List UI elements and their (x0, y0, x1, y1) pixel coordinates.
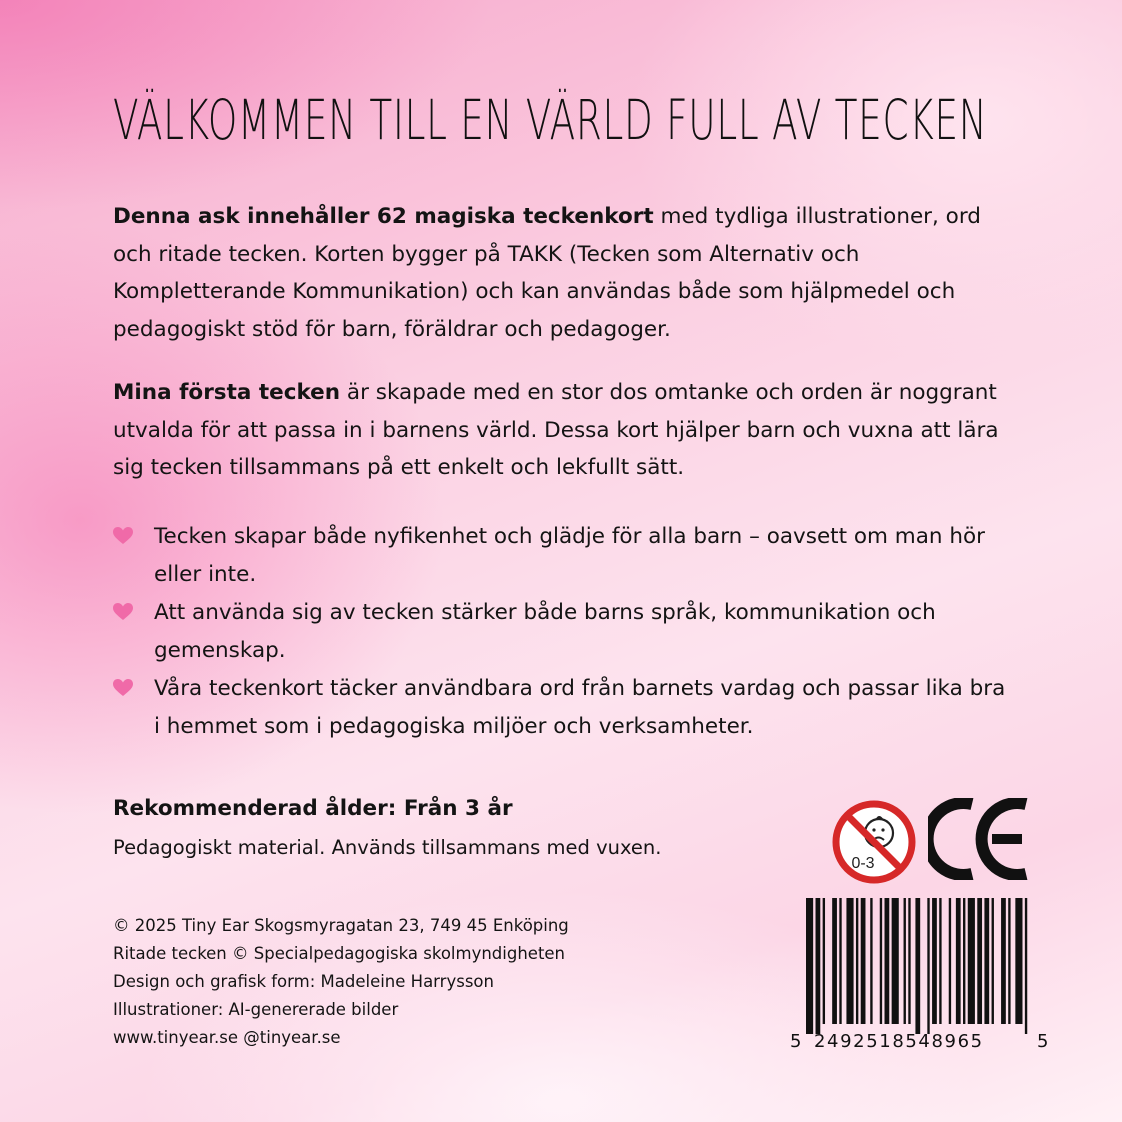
barcode-bar (915, 898, 920, 1034)
list-item (113, 594, 1013, 670)
barcode-bar (832, 898, 837, 1024)
barcode-bar (861, 898, 866, 1024)
supervision-note: Pedagogiskt material. Används tillsammans med vuxen. (113, 836, 662, 859)
barcode-bar (956, 898, 961, 1024)
barcode-bar (927, 898, 929, 1034)
page-title: VÄLKOMMEN TILL EN VÄRLD FULL AV TECKEN (113, 88, 988, 152)
benefit-list (113, 518, 1013, 746)
barcode-bar (885, 898, 890, 1024)
credit-line: www.tinyear.se @tinyear.se (113, 1028, 341, 1047)
heart-icon (113, 679, 133, 697)
barcode-quiet-zone-mark: 5 (1037, 1031, 1051, 1052)
list-item-text: Tecken skapar både nyfikenhet och glädje för alla barn – oavsett om man hör eller inte. (154, 524, 986, 587)
barcode-bar (908, 898, 910, 1024)
age-warning-label: 0-3 (851, 855, 875, 872)
barcode-bar (939, 898, 941, 1024)
list-item (113, 518, 1013, 594)
credits-block (113, 912, 569, 1052)
list-item-text: Våra teckenkort täcker användbara ord från barnets vardag och passar lika bra i hemmet som i pedagogiska miljöer och verksamheter. (154, 676, 1006, 739)
barcode-bar (963, 898, 965, 1024)
barcode-bar (846, 898, 853, 1024)
list-item (113, 670, 1013, 746)
second-bold-text: Mina första tecken (113, 380, 341, 405)
barcode-bar (932, 898, 937, 1024)
barcode-bar (977, 898, 982, 1024)
credit-line: Illustrationer: AI-genererade bilder (113, 1000, 399, 1019)
credit-line: © 2025 Tiny Ear Skogsmyragatan 23, 749 45 Enköping (113, 916, 569, 935)
barcode-bar (856, 898, 858, 1024)
barcode-bar (1001, 898, 1006, 1024)
barcode-bar (1015, 898, 1022, 1024)
list-item-text: Att använda sig av tecken stärker både barns språk, kommunikation och gemenskap. (154, 600, 936, 663)
barcode-bar (816, 898, 821, 1034)
barcode-bar (892, 898, 899, 1024)
barcode-bar (992, 898, 994, 1024)
barcode-bar (880, 898, 882, 1024)
barcode-bar (870, 898, 872, 1024)
heart-icon (113, 527, 133, 545)
barcode-bar (949, 898, 951, 1024)
barcode-bar (839, 898, 841, 1024)
barcode-bar (1008, 898, 1010, 1024)
recommended-age-heading: Rekommenderad ålder: Från 3 år (113, 796, 513, 821)
barcode-digits: 2492518548965 (814, 1031, 984, 1052)
not-for-children-0-3-icon (832, 800, 916, 884)
second-text: är skapade med en stor dos omtanke och orden är noggrant utvalda för att passa in i barnens värld. Dessa kort hjälper barn och vuxna att lära sig tecken tillsammans på ett enkelt och lekfullt sätt. (113, 380, 999, 480)
ce-mark-icon (928, 798, 1030, 880)
second-paragraph (113, 374, 1013, 487)
intro-paragraph (113, 198, 1013, 348)
intro-text: med tydliga illustrationer, ord och ritade tecken. Korten bygger på TAKK (Tecken som Alternativ och Kompletterande Kommunikation) och kan användas både som hjälpmedel och pedagogiskt stöd för barn, föräldrar och pedagoger. (113, 204, 981, 342)
heart-icon (113, 603, 133, 621)
intro-bold-text: Denna ask innehåller 62 magiska teckenkort (113, 204, 654, 229)
barcode-bar (823, 898, 825, 1024)
barcode-bar (984, 898, 989, 1024)
barcode-bar (806, 898, 813, 1034)
barcode-bar (968, 898, 975, 1024)
barcode (806, 898, 1032, 1034)
barcode-first-digit: 5 (790, 1031, 804, 1052)
barcode-bar (904, 898, 906, 1024)
credit-line: Ritade tecken © Specialpedagogiska skolmyndigheten (113, 944, 566, 963)
credit-line: Design och grafisk form: Madeleine Harrysson (113, 972, 494, 991)
barcode-bar (1025, 898, 1027, 1034)
